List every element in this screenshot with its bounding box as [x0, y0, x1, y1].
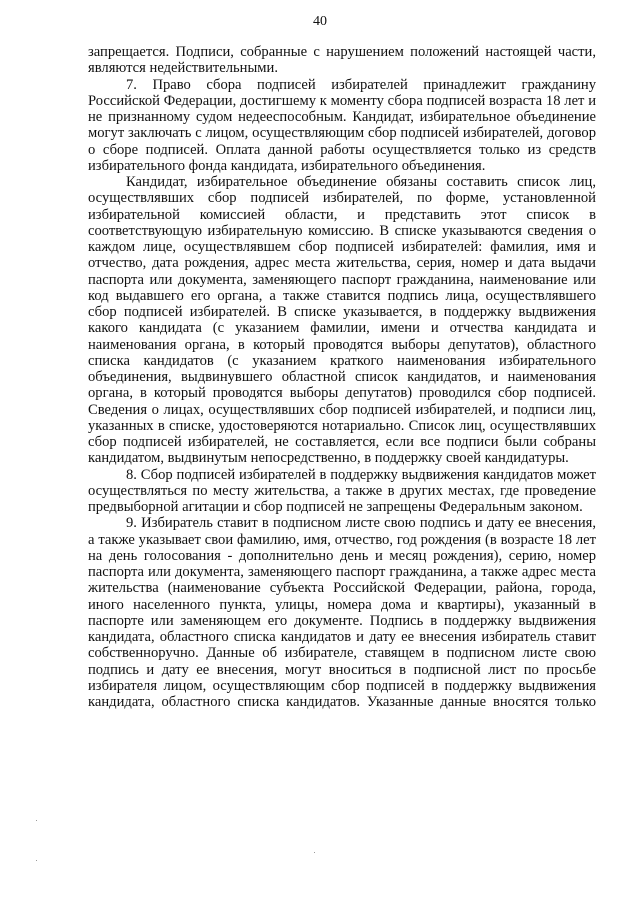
scan-speck: [36, 860, 37, 861]
paragraph-item-7: 7. Право сбора подписей избирателей принадлежит гражданину Российской Федерации, достигшему к моменту сбора подписей возраста 18 лет и не признанному судом недееспособным. Кандидат, избирательное объединение могут заключать с лицом, осуществляющим сбор подписей избирателей, договор о сборе подписей. Оплата данной работы осуществляется только из средств избирательного фонда кандидата, избирательного объединения.: [88, 76, 596, 174]
scan-speck: [36, 820, 37, 821]
document-body: [88, 44, 596, 710]
paragraph-item-8: 8. Сбор подписей избирателей в поддержку выдвижения кандидатов может осуществляться по месту жительства, а также в других местах, где проведение предвыборной агитации и сбор подписей не запрещены Федеральным законом.: [88, 466, 596, 515]
page-number: 40: [313, 14, 327, 29]
scan-speck: [314, 852, 315, 853]
paragraph-item-9: 9. Избиратель ставит в подписном листе свою подпись и дату ее внесения, а также указывает свои фамилию, имя, отчество, год рождения (в возрасте 18 лет на день голосования - дополнительно день и месяц рождения), серию, номер паспорта или документа, заменяющего паспорт гражданина, а также адрес места жительства (наименование субъекта Российской Федерации, района, города, иного населенного пункта, улицы, номера дома и квартиры), указанный в паспорте или заменяющем его документе. Подпись в поддержку выдвижения кандидата, областного списка кандидатов и дату ее внесения избиратель ставит собственноручно. Данные об избирателе, ставящем в подписном листе свою подпись и дату ее внесения, могут вноситься в подписной лист по просьбе избирателя лицом, осуществляющим сбор подписей в поддержку выдвижения кандидата, областного списка кандидатов. Указанные данные вносятся только: [88, 515, 596, 710]
paragraph-candidate-list: Кандидат, избирательное объединение обязаны составить список лиц, осуществлявших сбор подписей избирателей, по форме, установленной избирательной комиссией области, и представить этот список в соответствующую избирательную комиссию. В списке указываются сведения о каждом лице, осуществлявшем сбор подписей избирателей: фамилия, имя и отчество, дата рождения, адрес места жительства, серия, номер и дата выдачи паспорта или документа, заменяющего паспорт гражданина, наименование или код выдавшего его органа, а также ставится подпись лица, осуществлявшего сбор подписей избирателей. В списке указывается, в поддержку выдвижения какого кандидата (с указанием фамилии, имени и отчества кандидата и наименования органа, в который проводятся выборы депутатов), областного списка кандидатов (с указанием краткого наименования избирательного объединения, выдвинувшего областной список кандидатов, и наименования органа, в который проводятся выборы депутатов) проводился сбор подписей. Сведения о лицах, осуществлявших сбор подписей избирателей, и подписи лиц, указанных в списке, удостоверяются нотариально. Список лиц, осуществлявших сбор подписей избирателей, не составляется, если все подписи были собраны кандидатом, выдвинутым непосредственно, в поддержку своей кандидатуры.: [88, 174, 596, 467]
paragraph-continuation: запрещается. Подписи, собранные с нарушением положений настоящей части, являются недействительными.: [88, 44, 596, 77]
